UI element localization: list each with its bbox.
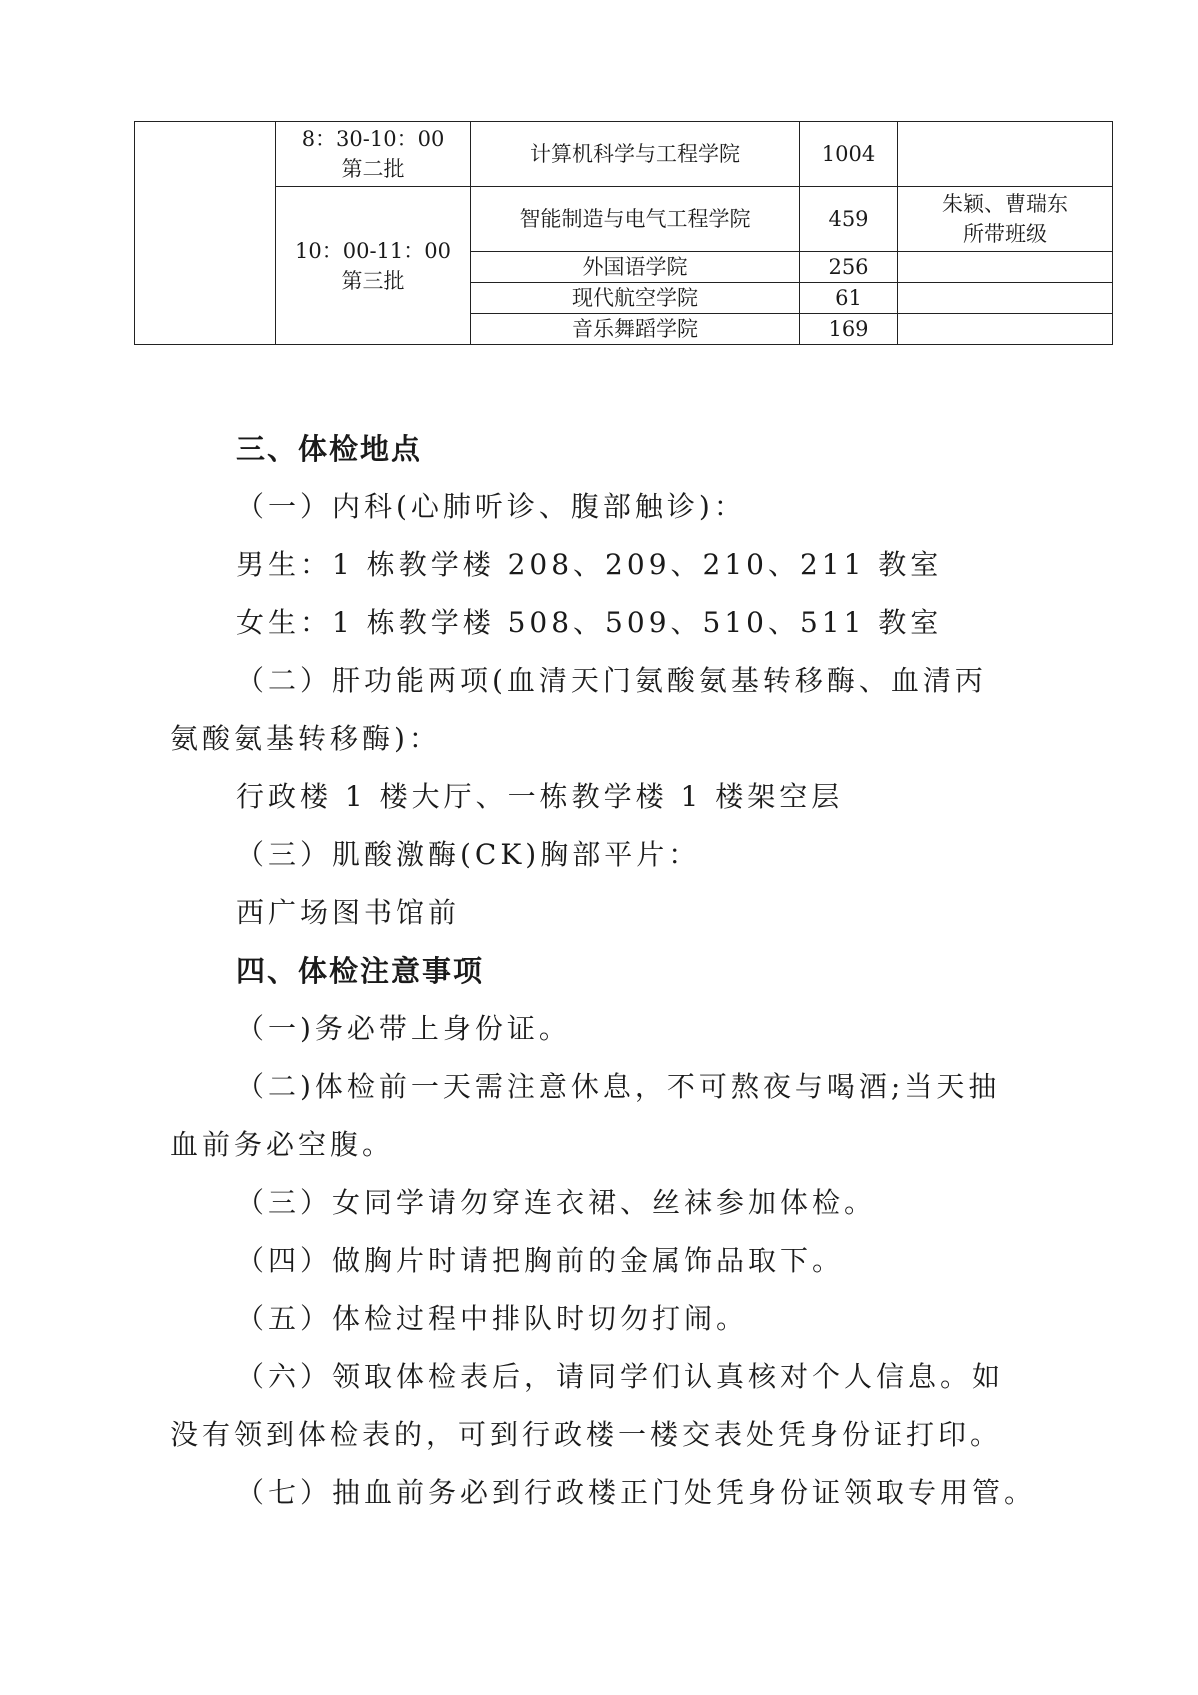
college-cell: 音乐舞蹈学院 <box>471 314 800 345</box>
table-row <box>135 122 1113 187</box>
college-cell: 智能制造与电气工程学院 <box>471 187 800 252</box>
batch-label: 第三批 <box>341 268 405 293</box>
time-cell <box>276 187 471 345</box>
paragraph: （二)体检前一天需注意休息，不可熬夜与喝酒;当天抽 <box>236 1070 1001 1103</box>
section-heading-exam-notes: 四、体检注意事项 <box>236 954 485 988</box>
paragraph: （四）做胸片时请把胸前的金属饰品取下。 <box>236 1244 845 1277</box>
paragraph: （三）肌酸激酶(CK)胸部平片： <box>236 838 701 871</box>
table-row <box>135 187 1113 252</box>
count-cell: 459 <box>800 187 898 252</box>
college-cell: 计算机科学与工程学院 <box>471 122 800 187</box>
college-cell: 现代航空学院 <box>471 283 800 314</box>
note-cell <box>898 252 1113 283</box>
schedule-table <box>134 121 1113 345</box>
paragraph: （二）肝功能两项(血清天门氨酸氨基转移酶、血清丙 <box>236 664 987 697</box>
time-cell <box>276 122 471 187</box>
paragraph: （一）内科(心肺听诊、腹部触诊)： <box>236 490 746 523</box>
note-cell <box>898 283 1113 314</box>
paragraph: 男生：1 栋教学楼 208、209、210、211 教室 <box>236 548 943 581</box>
count-cell: 1004 <box>800 122 898 187</box>
paragraph: （七）抽血前务必到行政楼正门处凭身份证领取专用管。 <box>236 1476 1037 1509</box>
section-heading-exam-location: 三、体检地点 <box>236 432 423 466</box>
paragraph: 血前务必空腹。 <box>170 1128 395 1161</box>
paragraph: 氨酸氨基转移酶)： <box>170 722 441 755</box>
paragraph: （三）女同学请勿穿连衣裙、丝袜参加体检。 <box>236 1186 877 1219</box>
paragraph: （一)务必带上身份证。 <box>236 1012 571 1045</box>
college-cell: 外国语学院 <box>471 252 800 283</box>
note-line: 所带班级 <box>963 222 1047 246</box>
time-slot: 10：00-11：00 <box>295 238 451 263</box>
paragraph: （五）体检过程中排队时切勿打闹。 <box>236 1302 749 1335</box>
note-cell <box>898 122 1113 187</box>
paragraph: 女生：1 栋教学楼 508、509、510、511 教室 <box>236 606 943 639</box>
count-cell: 61 <box>800 283 898 314</box>
count-cell: 169 <box>800 314 898 345</box>
note-line: 朱颖、曹瑞东 <box>942 192 1068 216</box>
note-cell <box>898 187 1113 252</box>
paragraph: 行政楼 1 楼大厅、一栋教学楼 1 楼架空层 <box>236 780 844 813</box>
paragraph: 没有领到体检表的，可到行政楼一楼交表处凭身份证打印。 <box>170 1418 1003 1451</box>
note-cell <box>898 314 1113 345</box>
count-cell: 256 <box>800 252 898 283</box>
time-slot: 8：30-10：00 <box>301 127 445 151</box>
blank-cell <box>135 122 276 345</box>
paragraph: 西广场图书馆前 <box>236 896 461 929</box>
body-text <box>170 420 1050 1522</box>
batch-label: 第二批 <box>341 157 405 181</box>
paragraph: （六）领取体检表后，请同学们认真核对个人信息。如 <box>236 1360 1005 1393</box>
